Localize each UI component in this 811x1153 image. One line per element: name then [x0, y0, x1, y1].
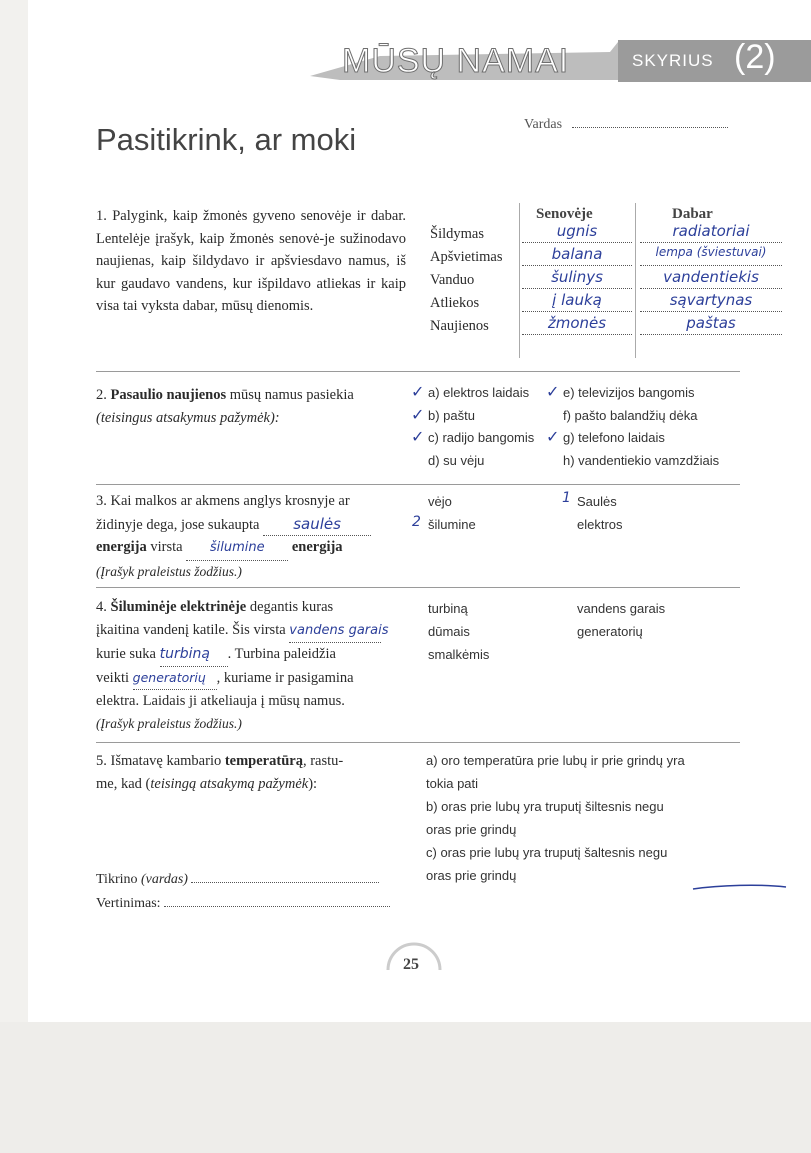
q5-option-line[interactable]: b) oras prie lubų yra truputį šiltesnis negu — [426, 799, 664, 814]
scan-background — [0, 1022, 811, 1153]
page-title: Pasitikrink, ar moki — [96, 122, 357, 157]
checked-by-hint: (vardas) — [141, 872, 188, 887]
q3-answer2[interactable]: šilumine — [186, 537, 288, 561]
q3-word-1: vėjo — [428, 494, 452, 509]
q4-line2: įkaitina vandenį katile. Šis virsta — [96, 621, 286, 638]
q2-number: 2. — [96, 387, 111, 403]
q5-option-line: oras prie grindų — [426, 868, 517, 883]
q3-word-3: Saulės — [577, 494, 617, 509]
q1-col-divider-2 — [635, 203, 636, 358]
chapter-number-group — [734, 38, 776, 77]
q4-text — [96, 596, 411, 735]
q4-bold: Šiluminėje elektrinėje — [110, 599, 247, 615]
checked-by-label: Tikrino — [96, 872, 138, 887]
q5-part-a: 5. Išmatavę kambario — [96, 753, 225, 769]
checked-by-line[interactable] — [191, 882, 379, 883]
q2-option[interactable]: h) vandentiekio vamzdžiais — [563, 452, 720, 468]
q5-pen-stroke — [690, 880, 790, 896]
q4-instruction: (Įrašyk praleistus žodžius.) — [96, 715, 242, 731]
checkmark-icon: ✓ — [411, 427, 425, 446]
q1-then-answer[interactable]: balana — [522, 245, 632, 266]
q1-row-label: Naujienos — [430, 318, 489, 334]
q3-instruction: (Įrašyk praleistus žodžius.) — [96, 563, 242, 579]
q3-answer1[interactable]: saulės — [263, 513, 371, 537]
q5-part-b: , rastu- — [302, 753, 344, 769]
q1-row-label: Apšvietimas — [430, 249, 503, 265]
q4-word-3: smalkėmis — [428, 647, 490, 662]
paren-close: ) — [764, 38, 776, 76]
q3-word-4: elektros — [577, 517, 623, 532]
grade-label: Vertinimas: — [96, 896, 161, 911]
q4-line4b: , kuriame ir pasigamina — [216, 669, 354, 686]
q3-bold1: energija — [96, 539, 147, 555]
q4-number: 4. — [96, 599, 111, 615]
name-field — [524, 117, 728, 133]
q4-answer2[interactable]: turbiną — [160, 643, 228, 667]
grade-row — [96, 896, 390, 912]
q3-word-2: šilumine — [428, 517, 476, 532]
q4-word-2: dūmais — [428, 624, 470, 639]
divider-2 — [96, 484, 740, 485]
banner-title: MŪSŲ NAMAI — [342, 42, 570, 80]
q1-header-now: Dabar — [672, 206, 713, 222]
q1-then-answer[interactable]: žmonės — [522, 314, 632, 335]
q4-answer1[interactable]: vandens garais — [289, 620, 381, 644]
q3-mark-1: 1 — [562, 490, 571, 506]
checkmark-icon: ✓ — [411, 382, 425, 401]
q2-option[interactable]: g) telefono laidais — [563, 430, 665, 445]
q1-now-answer[interactable]: radiatoriai — [640, 222, 782, 243]
q1-row-label: Vanduo — [430, 272, 475, 288]
q3-line1: 3. Kai malkos ar akmens anglys krosnyje ar — [96, 493, 350, 509]
q4-line3a: kurie suka — [96, 646, 156, 662]
checkmark-icon: ✓ — [546, 427, 560, 446]
q5-option-line: oras prie grindų — [426, 822, 517, 837]
q4-word-4: vandens garais — [577, 601, 666, 616]
q5-part-c: me, kad ( — [96, 775, 151, 792]
divider-4 — [96, 742, 740, 743]
q5-bold: temperatūrą — [224, 753, 303, 769]
name-label: Vardas — [524, 117, 563, 132]
q3-mark-2: 2 — [412, 514, 421, 530]
q4-line1: degantis kuras — [246, 599, 334, 615]
q4-word-5: generatorių — [577, 624, 643, 639]
q2-option[interactable]: e) televizijos bangomis — [563, 385, 695, 400]
checkmark-icon: ✓ — [546, 382, 560, 401]
q2-text — [96, 384, 416, 429]
q3-text — [96, 490, 406, 583]
q4-line3b: . Turbina paleidžia — [227, 646, 336, 662]
q1-text: 1. Palygink, kaip žmonės gyveno senovėje ir dabar. Lentelėje įrašyk, kaip žmonės senovė-je sužinodavo naujienas, kaip šildydavo ir apšviesdavo namus, iš kur gaudavo vandens, kur išpildavo atliekas ir kaip visa tai vyksta dabar, mūsų dienomis. — [96, 208, 406, 314]
q5-option-line[interactable]: a) oro temperatūra prie lubų ir prie grindų yra — [426, 753, 685, 768]
q5-option-line[interactable]: c) oras prie lubų yra truputį šaltesnis negu — [426, 845, 668, 860]
q1-now-answer[interactable]: vandentiekis — [640, 268, 782, 289]
chapter-number: 2 — [745, 38, 765, 76]
q2-bold: Pasaulio naujienos — [110, 387, 227, 403]
q3-line2: židinyje dega, jose sukaupta — [96, 516, 260, 533]
q1-col-divider-1 — [519, 203, 520, 358]
divider-3 — [96, 587, 740, 588]
q2-option[interactable]: b) paštu — [428, 407, 475, 423]
q1-then-answer[interactable]: į lauką — [522, 291, 632, 312]
q4-line5: elektra. Laidais ji atkeliauja į mūsų namus. — [96, 693, 345, 709]
q2-option[interactable]: a) elektros laidais — [428, 385, 530, 400]
q1-row-label: Šildymas — [430, 226, 484, 242]
q2-rest: mūsų namus pasiekia — [226, 387, 354, 403]
q2-option[interactable]: d) su vėju — [428, 452, 485, 468]
q1-then-answer[interactable]: šulinys — [522, 268, 632, 289]
q4-word-1: turbiną — [428, 601, 468, 616]
page-number: 25 — [403, 956, 419, 973]
name-input-line[interactable] — [572, 127, 728, 128]
q1-row-label: Atliekos — [430, 295, 480, 311]
q1-now-answer[interactable]: paštas — [640, 314, 782, 335]
q1-now-answer[interactable]: lempa (šviestuvai) — [640, 245, 782, 266]
q1-then-answer[interactable]: ugnis — [522, 222, 632, 243]
checked-by-row — [96, 872, 379, 888]
q2-option[interactable]: c) radijo bangomis — [428, 430, 535, 445]
q5-option-line: tokia pati — [426, 776, 479, 791]
q3-virsta: virsta — [146, 539, 183, 555]
q4-line4a: veikti — [96, 669, 130, 686]
grade-line[interactable] — [164, 906, 390, 907]
q3-bold2: energija — [291, 539, 343, 555]
q5-text — [96, 750, 406, 795]
checkmark-icon: ✓ — [411, 404, 425, 424]
q4-answer3[interactable]: generatorių — [133, 667, 217, 691]
q1-header-then: Senovėje — [536, 206, 593, 222]
chapter-label: SKYRIUS — [632, 51, 714, 70]
paren-open: ( — [734, 38, 746, 76]
q2-instruction: (teisingus atsakymus pažymėk): — [96, 409, 280, 426]
q1-now-answer[interactable]: sąvartynas — [640, 291, 782, 312]
q5-instruction: teisingą atsakymą pažymėk — [150, 775, 309, 792]
divider-1 — [96, 371, 740, 372]
q2-option[interactable]: f) pašto balandžių dėka — [563, 407, 698, 423]
q5-part-d: ): — [308, 775, 318, 792]
